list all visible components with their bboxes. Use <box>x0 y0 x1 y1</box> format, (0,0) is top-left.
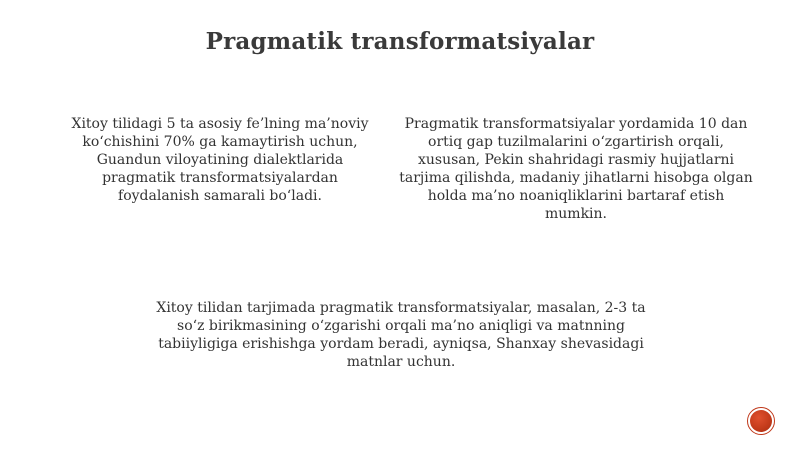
slide-title: Pragmatik transformatsiyalar <box>205 28 595 55</box>
next-slide-icon <box>750 410 772 432</box>
paragraph-left: Xitoy tilidagi 5 ta asosiy fe’lning ma’noviy ko‘chishini 70% ga kamaytirish uchun, Guandun viloyatining dialektlarida pragmatik transformatsiyalardan foydalanish samarali bo‘ladi. <box>71 116 369 204</box>
next-slide-button[interactable] <box>747 407 775 435</box>
paragraph-bottom: Xitoy tilidan tarjimada pragmatik transformatsiyalar, masalan, 2-3 ta so‘z birikmasining o‘zgarishi orqali ma’no aniqligi va matnning tabiiyligiga erishishga yordam beradi, ayniqsa, Shanxay shevasidagi matnlar uchun. <box>156 300 646 370</box>
paragraph-right: Pragmatik transformatsiyalar yordamida 10 dan ortiq gap tuzilmalarini o‘zgartirish orqali, xususan, Pekin shahridagi rasmiy hujjatlarni tarjima qilishda, madaniy jihatlarni hisobga olgan holda ma’no noaniqliklarini bartaraf etish mumkin. <box>399 116 753 222</box>
